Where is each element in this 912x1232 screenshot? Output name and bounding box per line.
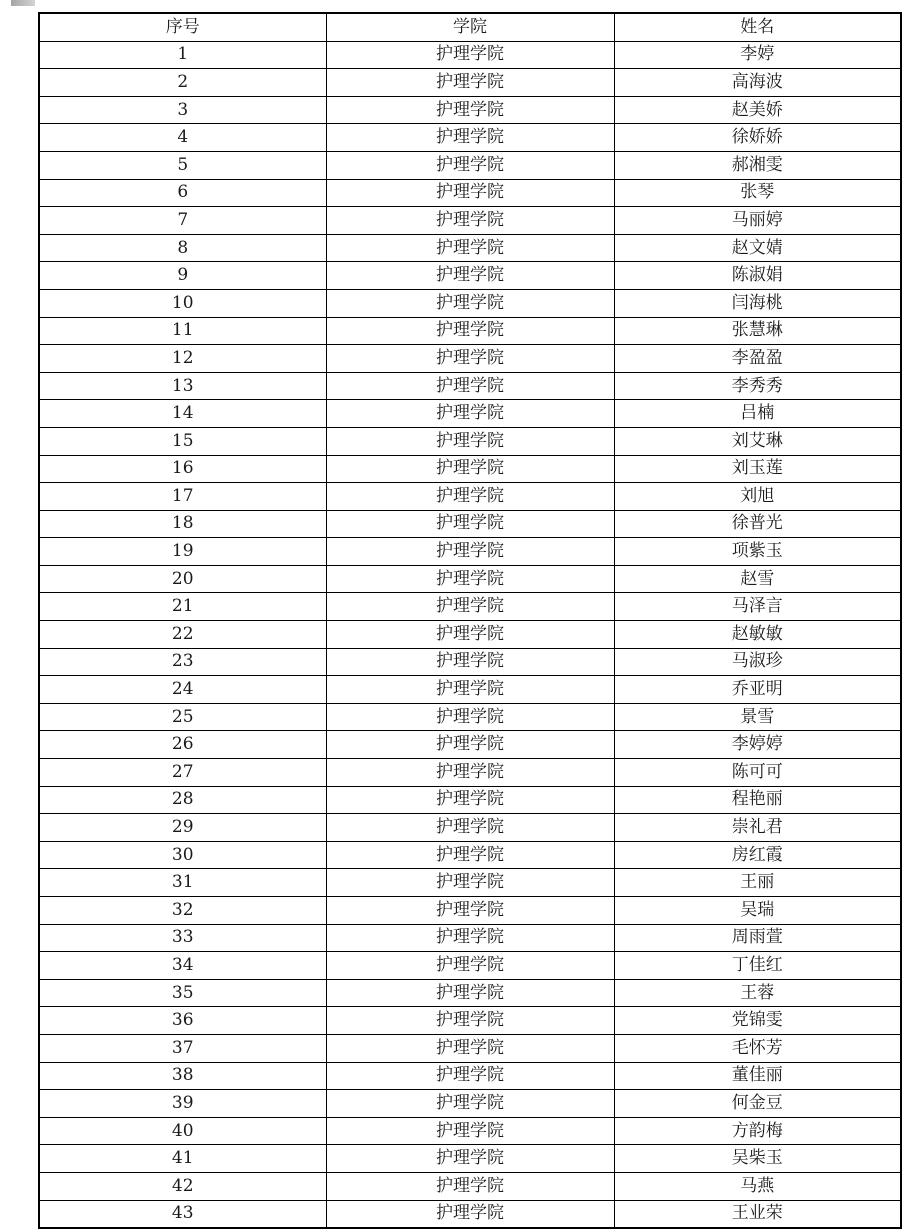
table-row <box>39 621 901 649</box>
cell-college: 护理学院 <box>326 869 614 897</box>
cell-college: 护理学院 <box>326 289 614 317</box>
cell-index: 7 <box>39 207 326 235</box>
cell-name: 党锦雯 <box>614 1007 901 1035</box>
table-row <box>39 565 901 593</box>
table-row <box>39 731 901 759</box>
cell-name: 吴瑞 <box>614 897 901 925</box>
cell-college: 护理学院 <box>326 345 614 373</box>
table-row <box>39 151 901 179</box>
cell-index: 10 <box>39 289 326 317</box>
cell-index: 29 <box>39 814 326 842</box>
roster-table <box>38 12 902 1229</box>
cell-name: 马丽婷 <box>614 207 901 235</box>
cell-index: 43 <box>39 1200 326 1228</box>
cell-college: 护理学院 <box>326 41 614 69</box>
cell-name: 王丽 <box>614 869 901 897</box>
cell-college: 护理学院 <box>326 124 614 152</box>
cell-name: 景雪 <box>614 703 901 731</box>
cell-college: 护理学院 <box>326 731 614 759</box>
cell-name: 方韵梅 <box>614 1117 901 1145</box>
cell-index: 9 <box>39 262 326 290</box>
table-row <box>39 869 901 897</box>
cell-college: 护理学院 <box>326 759 614 787</box>
cell-name: 李婷婷 <box>614 731 901 759</box>
cell-college: 护理学院 <box>326 538 614 566</box>
cell-name: 李婷 <box>614 41 901 69</box>
cell-name: 李盈盈 <box>614 345 901 373</box>
cell-index: 4 <box>39 124 326 152</box>
cell-college: 护理学院 <box>326 1090 614 1118</box>
header-row <box>39 13 901 41</box>
cell-index: 13 <box>39 372 326 400</box>
table-row <box>39 786 901 814</box>
table-row <box>39 455 901 483</box>
cell-name: 陈可可 <box>614 759 901 787</box>
cell-index: 21 <box>39 593 326 621</box>
table-row <box>39 897 901 925</box>
cell-index: 22 <box>39 621 326 649</box>
cell-college: 护理学院 <box>326 372 614 400</box>
cell-index: 2 <box>39 69 326 97</box>
table-row <box>39 124 901 152</box>
cell-name: 董佳丽 <box>614 1062 901 1090</box>
cell-college: 护理学院 <box>326 1145 614 1173</box>
cell-college: 护理学院 <box>326 814 614 842</box>
table-row <box>39 759 901 787</box>
cell-name: 赵雪 <box>614 565 901 593</box>
cell-index: 1 <box>39 41 326 69</box>
cell-index: 32 <box>39 897 326 925</box>
cell-name: 房红霞 <box>614 841 901 869</box>
cell-name: 高海波 <box>614 69 901 97</box>
cell-college: 护理学院 <box>326 207 614 235</box>
cell-index: 37 <box>39 1034 326 1062</box>
cell-index: 23 <box>39 648 326 676</box>
table-row <box>39 1062 901 1090</box>
cell-name: 王蓉 <box>614 979 901 1007</box>
cell-name: 郝湘雯 <box>614 151 901 179</box>
cell-college: 护理学院 <box>326 565 614 593</box>
table-row <box>39 952 901 980</box>
cell-index: 31 <box>39 869 326 897</box>
cell-college: 护理学院 <box>326 151 614 179</box>
cell-index: 12 <box>39 345 326 373</box>
cell-name: 吕楠 <box>614 400 901 428</box>
cell-index: 17 <box>39 483 326 511</box>
cell-index: 35 <box>39 979 326 1007</box>
cell-name: 何金豆 <box>614 1090 901 1118</box>
cell-index: 30 <box>39 841 326 869</box>
cell-name: 马燕 <box>614 1172 901 1200</box>
cell-name: 周雨萱 <box>614 924 901 952</box>
cell-name: 马泽言 <box>614 593 901 621</box>
cell-index: 41 <box>39 1145 326 1173</box>
cell-name: 刘艾琳 <box>614 427 901 455</box>
cell-index: 26 <box>39 731 326 759</box>
cell-name: 马淑珍 <box>614 648 901 676</box>
cell-index: 11 <box>39 317 326 345</box>
cell-college: 护理学院 <box>326 897 614 925</box>
cell-college: 护理学院 <box>326 1062 614 1090</box>
cell-index: 5 <box>39 151 326 179</box>
table-row <box>39 262 901 290</box>
cell-college: 护理学院 <box>326 786 614 814</box>
table-row <box>39 1172 901 1200</box>
cell-college: 护理学院 <box>326 621 614 649</box>
table-row <box>39 234 901 262</box>
scan-artifact-smudge <box>11 0 35 6</box>
cell-index: 40 <box>39 1117 326 1145</box>
table-row <box>39 676 901 704</box>
table-row <box>39 207 901 235</box>
cell-college: 护理学院 <box>326 96 614 124</box>
cell-index: 36 <box>39 1007 326 1035</box>
cell-index: 3 <box>39 96 326 124</box>
table-row <box>39 841 901 869</box>
cell-name: 陈淑娟 <box>614 262 901 290</box>
cell-index: 39 <box>39 1090 326 1118</box>
cell-name: 程艳丽 <box>614 786 901 814</box>
cell-college: 护理学院 <box>326 1117 614 1145</box>
cell-name: 刘旭 <box>614 483 901 511</box>
cell-college: 护理学院 <box>326 648 614 676</box>
cell-college: 护理学院 <box>326 510 614 538</box>
cell-name: 项紫玉 <box>614 538 901 566</box>
cell-index: 16 <box>39 455 326 483</box>
cell-name: 赵敏敏 <box>614 621 901 649</box>
cell-college: 护理学院 <box>326 455 614 483</box>
table-row <box>39 814 901 842</box>
cell-college: 护理学院 <box>326 1200 614 1228</box>
cell-college: 护理学院 <box>326 69 614 97</box>
cell-index: 14 <box>39 400 326 428</box>
cell-name: 丁佳红 <box>614 952 901 980</box>
table-row <box>39 1090 901 1118</box>
cell-name: 吴柴玉 <box>614 1145 901 1173</box>
cell-college: 护理学院 <box>326 1034 614 1062</box>
table-row <box>39 1145 901 1173</box>
cell-college: 护理学院 <box>326 427 614 455</box>
cell-index: 27 <box>39 759 326 787</box>
cell-index: 34 <box>39 952 326 980</box>
column-header-index: 序号 <box>39 13 326 41</box>
table-row <box>39 979 901 1007</box>
cell-college: 护理学院 <box>326 1172 614 1200</box>
cell-index: 8 <box>39 234 326 262</box>
table-row <box>39 400 901 428</box>
cell-name: 张慧琳 <box>614 317 901 345</box>
cell-college: 护理学院 <box>326 483 614 511</box>
cell-name: 赵文婧 <box>614 234 901 262</box>
cell-name: 毛怀芳 <box>614 1034 901 1062</box>
cell-college: 护理学院 <box>326 1007 614 1035</box>
cell-name: 徐普光 <box>614 510 901 538</box>
cell-college: 护理学院 <box>326 400 614 428</box>
cell-index: 42 <box>39 1172 326 1200</box>
cell-name: 李秀秀 <box>614 372 901 400</box>
table-row <box>39 317 901 345</box>
table-row <box>39 427 901 455</box>
table-row <box>39 69 901 97</box>
cell-index: 19 <box>39 538 326 566</box>
table-row <box>39 289 901 317</box>
cell-college: 护理学院 <box>326 924 614 952</box>
table-row <box>39 372 901 400</box>
cell-index: 6 <box>39 179 326 207</box>
cell-name: 徐娇娇 <box>614 124 901 152</box>
table-row <box>39 924 901 952</box>
cell-college: 护理学院 <box>326 952 614 980</box>
cell-name: 乔亚明 <box>614 676 901 704</box>
table-row <box>39 538 901 566</box>
cell-index: 18 <box>39 510 326 538</box>
cell-name: 张琴 <box>614 179 901 207</box>
table-row <box>39 593 901 621</box>
cell-college: 护理学院 <box>326 979 614 1007</box>
cell-college: 护理学院 <box>326 841 614 869</box>
table-row <box>39 1034 901 1062</box>
table-row <box>39 648 901 676</box>
cell-college: 护理学院 <box>326 179 614 207</box>
table-row <box>39 483 901 511</box>
table-row <box>39 179 901 207</box>
table-body <box>39 41 901 1228</box>
table-row <box>39 1007 901 1035</box>
cell-index: 38 <box>39 1062 326 1090</box>
cell-name: 刘玉莲 <box>614 455 901 483</box>
table-row <box>39 510 901 538</box>
cell-index: 15 <box>39 427 326 455</box>
cell-index: 33 <box>39 924 326 952</box>
table-row <box>39 41 901 69</box>
cell-college: 护理学院 <box>326 676 614 704</box>
table-row <box>39 96 901 124</box>
cell-name: 闫海桃 <box>614 289 901 317</box>
cell-college: 护理学院 <box>326 234 614 262</box>
cell-name: 王业荣 <box>614 1200 901 1228</box>
cell-college: 护理学院 <box>326 593 614 621</box>
cell-college: 护理学院 <box>326 703 614 731</box>
table-row <box>39 345 901 373</box>
column-header-college: 学院 <box>326 13 614 41</box>
table-row <box>39 703 901 731</box>
column-header-name: 姓名 <box>614 13 901 41</box>
table-row <box>39 1117 901 1145</box>
cell-index: 24 <box>39 676 326 704</box>
cell-college: 护理学院 <box>326 317 614 345</box>
table-row <box>39 1200 901 1228</box>
cell-name: 崇礼君 <box>614 814 901 842</box>
cell-index: 28 <box>39 786 326 814</box>
cell-index: 20 <box>39 565 326 593</box>
cell-name: 赵美娇 <box>614 96 901 124</box>
cell-index: 25 <box>39 703 326 731</box>
cell-college: 护理学院 <box>326 262 614 290</box>
